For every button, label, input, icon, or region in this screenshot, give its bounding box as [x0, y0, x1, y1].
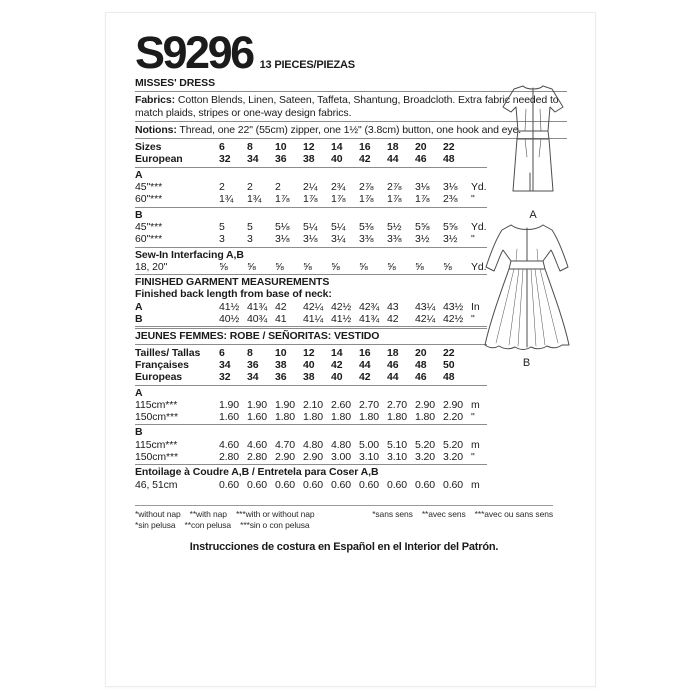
table-row — [135, 249, 487, 261]
footnote-french: *sans sens **avec sens ***avec ou sans sens — [372, 508, 553, 519]
table-cell: 44 — [387, 153, 399, 166]
table-cell: 0.60 — [443, 478, 464, 491]
table-cell: 2.90 — [275, 451, 296, 464]
unit-cell: In — [471, 300, 480, 313]
row-label: Sew-In Interfacing A,B — [135, 248, 244, 261]
pattern-envelope-card — [105, 12, 596, 687]
table-cell: 2 — [275, 181, 281, 194]
table-row — [135, 276, 487, 288]
table-row — [135, 439, 487, 451]
table-cell: 2.80 — [247, 451, 268, 464]
table-cell: 2¾ — [331, 181, 346, 194]
table-cell: 41¾ — [359, 313, 380, 326]
footnote-spanish: *sin pelusa **con pelusa ***sin o con pelusa — [135, 519, 310, 530]
table-cell: 0.60 — [359, 478, 380, 491]
table-cell: 32 — [219, 371, 231, 384]
table-cell: 5½ — [387, 220, 402, 233]
table-cell: 5 — [247, 220, 253, 233]
table-cell: 5¼ — [303, 220, 318, 233]
table-cell: 5 — [219, 220, 225, 233]
pieces-count: 13 PIECES/PIEZAS — [259, 59, 355, 71]
table-cell: ⅝ — [303, 260, 312, 273]
table-cell: 3.20 — [443, 451, 464, 464]
table-row — [135, 233, 487, 247]
table-cell: 1.80 — [303, 411, 324, 424]
table-cell: 3⅜ — [387, 233, 402, 246]
table-cell: 4.80 — [331, 438, 352, 451]
table-cell: 20 — [415, 346, 427, 359]
table-cell: 42¾ — [359, 300, 380, 313]
metric-section-band: JEUNES FEMMES: ROBE / SEÑORITAS: VESTIDO — [135, 328, 487, 344]
row-label: FINISHED GARMENT MEASUREMENTS — [135, 276, 330, 289]
unit-cell: " — [471, 313, 475, 326]
header — [135, 27, 567, 78]
table-cell: 3⅛ — [275, 233, 290, 246]
table-cell: 34 — [219, 358, 231, 371]
table-cell: 1.90 — [247, 398, 268, 411]
row-label: B — [135, 208, 143, 221]
row-label: Françaises — [135, 358, 189, 371]
table-cell: ⅝ — [219, 260, 228, 273]
imperial-yardage-table — [135, 141, 487, 327]
table-cell: 0.60 — [247, 478, 268, 491]
dress-view-a-figure — [478, 79, 588, 221]
table-cell: 2.90 — [443, 398, 464, 411]
row-label: Finished back length from base of neck: — [135, 288, 332, 301]
dress-view-b-figure — [464, 217, 589, 369]
table-cell: 5.10 — [387, 438, 408, 451]
table-cell: 16 — [359, 346, 371, 359]
table-cell: 42½ — [443, 313, 464, 326]
table-row — [135, 411, 487, 425]
row-label: B — [135, 426, 143, 439]
table-cell: 43¼ — [415, 300, 436, 313]
table-cell: 38 — [303, 371, 315, 384]
row-label: 18, 20" — [135, 260, 168, 273]
footnotes-right-block — [372, 509, 553, 531]
pattern-number: S9296 — [135, 27, 253, 78]
garment-title: MISSES' DRESS — [135, 77, 567, 92]
table-cell: 2.20 — [443, 411, 464, 424]
table-cell: 12 — [303, 141, 315, 154]
table-cell: 3.00 — [331, 451, 352, 464]
table-cell: 6 — [219, 141, 225, 154]
table-row — [135, 466, 487, 478]
table-cell: 42 — [359, 153, 371, 166]
table-cell: 44 — [359, 358, 371, 371]
table-row — [135, 301, 487, 313]
row-label: Sizes — [135, 141, 162, 154]
table-cell: 3⅛ — [303, 233, 318, 246]
table-cell: 32 — [219, 153, 231, 166]
table-cell: 1¾ — [247, 193, 262, 206]
table-cell: 38 — [303, 153, 315, 166]
table-cell: 3 — [219, 233, 225, 246]
row-label: A — [135, 386, 143, 399]
table-cell: 0.60 — [387, 478, 408, 491]
row-label: B — [135, 313, 143, 326]
table-cell: 3¼ — [331, 233, 346, 246]
table-cell: 18 — [387, 141, 399, 154]
footnotes-left-block — [135, 509, 315, 531]
fabrics-label: Fabrics: — [135, 94, 176, 107]
table-cell: 10 — [275, 346, 287, 359]
table-cell: 1.90 — [275, 398, 296, 411]
unit-cell: " — [471, 451, 475, 464]
table-cell: ⅝ — [359, 260, 368, 273]
table-cell: 1.60 — [219, 411, 240, 424]
table-row — [135, 153, 487, 167]
table-cell: 1⅞ — [415, 193, 430, 206]
table-cell: 6 — [219, 346, 225, 359]
table-cell: 2¼ — [303, 181, 318, 194]
table-cell: 10 — [275, 141, 287, 154]
table-cell: 1⅞ — [387, 193, 402, 206]
footnotes — [135, 505, 553, 531]
table-cell: ⅝ — [415, 260, 424, 273]
table-cell: 0.60 — [275, 478, 296, 491]
table-cell: 46 — [415, 371, 427, 384]
table-cell: 1.60 — [247, 411, 268, 424]
table-cell: 1⅞ — [359, 193, 374, 206]
notions-text: Thread, one 22" (55cm) zipper, one 1½" (3.8cm) button, one hook and eye. — [176, 123, 522, 136]
table-cell: ⅝ — [247, 260, 256, 273]
row-label: 45"*** — [135, 181, 163, 194]
table-cell: 8 — [247, 346, 253, 359]
row-label: 150cm*** — [135, 411, 178, 424]
table-cell: 22 — [443, 141, 455, 154]
unit-cell: m — [471, 478, 480, 491]
table-cell: 42¼ — [303, 300, 324, 313]
table-cell: 36 — [275, 371, 287, 384]
table-row — [135, 371, 487, 385]
footnote-english: *without nap **with nap ***with or without nap — [135, 508, 315, 519]
dress-view-b-illustration — [471, 217, 583, 355]
table-cell: 0.60 — [415, 478, 436, 491]
table-cell: 43½ — [443, 300, 464, 313]
unit-cell: " — [471, 411, 475, 424]
table-cell: 2.90 — [303, 451, 324, 464]
table-cell: 5⅜ — [359, 220, 374, 233]
table-cell: 46 — [415, 153, 427, 166]
table-cell: 5⅝ — [443, 220, 458, 233]
table-cell: 2 — [247, 181, 253, 194]
unit-cell: Yd. — [471, 220, 487, 233]
row-label: A — [135, 300, 143, 313]
table-cell: 40¾ — [247, 313, 268, 326]
table-row — [135, 313, 487, 327]
table-cell: 1⅞ — [275, 193, 290, 206]
table-cell: 1⅞ — [303, 193, 318, 206]
table-cell: 2⅞ — [359, 181, 374, 194]
table-cell: 5.20 — [443, 438, 464, 451]
table-cell: 2.70 — [359, 398, 380, 411]
table-cell: 41½ — [219, 300, 240, 313]
table-cell: 42¼ — [415, 313, 436, 326]
table-row — [135, 141, 487, 153]
table-row — [135, 169, 487, 181]
table-cell: 0.60 — [219, 478, 240, 491]
row-label: 115cm*** — [135, 438, 178, 451]
view-a-label: A — [529, 209, 537, 221]
table-cell: 48 — [415, 358, 427, 371]
table-cell: 40½ — [219, 313, 240, 326]
table-cell: 3 — [247, 233, 253, 246]
table-cell: 8 — [247, 141, 253, 154]
table-cell: 5.20 — [415, 438, 436, 451]
table-cell: 42 — [387, 313, 399, 326]
notions-label: Notions: — [135, 123, 177, 136]
table-cell: 2 — [219, 181, 225, 194]
table-cell: 42 — [331, 358, 343, 371]
table-cell: 42 — [359, 371, 371, 384]
table-cell: 14 — [331, 346, 343, 359]
table-cell: 1.80 — [359, 411, 380, 424]
table-cell: ⅝ — [275, 260, 284, 273]
table-cell: 44 — [387, 371, 399, 384]
table-cell: 36 — [275, 153, 287, 166]
table-cell: 3⅛ — [415, 181, 430, 194]
table-cell: 3⅜ — [359, 233, 374, 246]
table-cell: 42 — [275, 300, 287, 313]
metric-yardage-table — [135, 347, 487, 491]
table-cell: 41½ — [331, 313, 352, 326]
table-cell: 20 — [415, 141, 427, 154]
table-cell: 3.10 — [387, 451, 408, 464]
table-cell: ⅝ — [443, 260, 452, 273]
table-row — [135, 209, 487, 221]
table-cell: ⅝ — [387, 260, 396, 273]
table-cell: 1.90 — [219, 398, 240, 411]
table-cell: 40 — [331, 153, 343, 166]
table-cell: 3.20 — [415, 451, 436, 464]
table-row — [135, 221, 487, 233]
table-row — [135, 193, 487, 207]
table-cell: ⅝ — [331, 260, 340, 273]
row-label: 150cm*** — [135, 451, 178, 464]
row-label: 46, 51cm — [135, 478, 178, 491]
unit-cell: " — [471, 193, 475, 206]
table-cell: 1⅞ — [331, 193, 346, 206]
table-row — [135, 399, 487, 411]
row-label: Tailles/ Tallas — [135, 346, 201, 359]
table-cell: 1.80 — [275, 411, 296, 424]
table-cell: 1.80 — [387, 411, 408, 424]
table-cell: 0.60 — [303, 478, 324, 491]
row-label: 115cm*** — [135, 398, 178, 411]
table-row — [135, 479, 487, 491]
table-row — [135, 426, 487, 438]
row-label: Entoilage à Coudre A,B / Entretela para Coser A,B — [135, 466, 379, 479]
table-cell: 2.70 — [387, 398, 408, 411]
table-cell: 4.70 — [275, 438, 296, 451]
fabrics-text: Cotton Blends, Linen, Sateen, Taffeta, Shantung, Broadcloth. Extra fabric needed to match plaids, stripes or one-way design fabrics. — [135, 94, 559, 119]
table-cell: 2.10 — [303, 398, 324, 411]
table-cell: 16 — [359, 141, 371, 154]
table-cell: 22 — [443, 346, 455, 359]
table-row — [135, 181, 487, 193]
unit-cell: Yd. — [471, 260, 487, 273]
table-cell: 2⅜ — [443, 193, 458, 206]
table-cell: 3⅛ — [443, 181, 458, 194]
table-cell: 4.80 — [303, 438, 324, 451]
table-cell: 36 — [247, 358, 259, 371]
row-label: A — [135, 168, 143, 181]
table-cell: 14 — [331, 141, 343, 154]
table-cell: 50 — [443, 358, 455, 371]
table-row — [135, 387, 487, 399]
table-row — [135, 451, 487, 465]
table-cell: 2.60 — [331, 398, 352, 411]
unit-cell: m — [471, 398, 480, 411]
table-cell: 5¼ — [331, 220, 346, 233]
table-cell: 2⅞ — [387, 181, 402, 194]
table-cell: 41¼ — [303, 313, 324, 326]
table-cell: 12 — [303, 346, 315, 359]
table-cell: 1¾ — [219, 193, 234, 206]
table-cell: 41¾ — [247, 300, 268, 313]
table-row — [135, 347, 487, 359]
table-cell: 2.80 — [219, 451, 240, 464]
table-cell: 5.00 — [359, 438, 380, 451]
table-cell: 1.80 — [415, 411, 436, 424]
row-label: European — [135, 153, 183, 166]
table-cell: 3½ — [415, 233, 430, 246]
table-cell: 43 — [387, 300, 399, 313]
row-label: Europeas — [135, 371, 183, 384]
dress-view-a-illustration — [483, 79, 583, 207]
spanish-instructions-note: Instrucciones de costura en Español en el Interior del Patrón. — [189, 540, 499, 553]
table-cell: 4.60 — [247, 438, 268, 451]
table-cell: 5⅝ — [415, 220, 430, 233]
table-cell: 4.60 — [219, 438, 240, 451]
table-cell: 34 — [247, 153, 259, 166]
table-cell: 46 — [387, 358, 399, 371]
row-label: 45"*** — [135, 220, 163, 233]
table-row — [135, 288, 487, 300]
table-cell: 34 — [247, 371, 259, 384]
table-cell: 40 — [303, 358, 315, 371]
table-row — [135, 359, 487, 371]
table-cell: 3.10 — [359, 451, 380, 464]
view-b-label: B — [522, 357, 531, 369]
table-cell: 38 — [275, 358, 287, 371]
table-cell: 1.80 — [331, 411, 352, 424]
table-cell: 0.60 — [331, 478, 352, 491]
table-cell: 41 — [275, 313, 287, 326]
table-cell: 3½ — [443, 233, 458, 246]
unit-cell: Yd. — [471, 181, 487, 194]
row-label: 60"*** — [135, 193, 163, 206]
table-cell: 42½ — [331, 300, 352, 313]
row-label: 60"*** — [135, 233, 163, 246]
unit-cell: " — [471, 233, 475, 246]
table-cell: 40 — [331, 371, 343, 384]
table-row — [135, 261, 487, 275]
unit-cell: m — [471, 438, 480, 451]
table-cell: 48 — [443, 371, 455, 384]
table-cell: 5⅛ — [275, 220, 290, 233]
table-cell: 2.90 — [415, 398, 436, 411]
table-cell: 18 — [387, 346, 399, 359]
table-cell: 48 — [443, 153, 455, 166]
